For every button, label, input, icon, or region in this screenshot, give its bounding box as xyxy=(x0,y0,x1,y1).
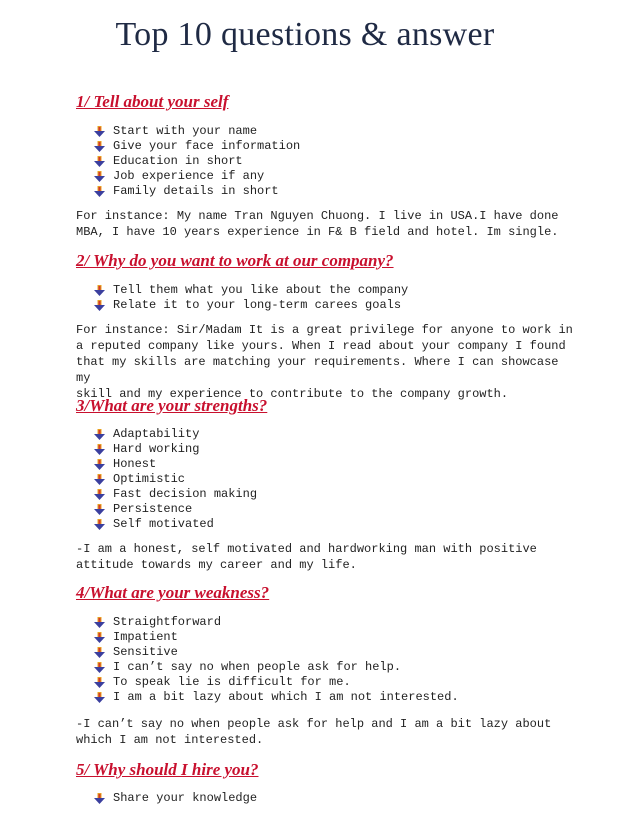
list-item-text: Adaptability xyxy=(113,427,200,441)
list-item-text: Tell them what you like about the company xyxy=(113,283,409,297)
down-arrow-bullet-icon xyxy=(94,632,105,644)
list-item-text: To speak lie is difficult for me. xyxy=(113,675,351,689)
list-item-text: Optimistic xyxy=(113,472,186,486)
down-arrow-bullet-icon xyxy=(94,692,105,704)
list-item xyxy=(94,139,300,154)
down-arrow-bullet-icon xyxy=(94,504,105,516)
list-item-text: Self motivated xyxy=(113,517,214,531)
list-item-text: Impatient xyxy=(113,630,178,644)
down-arrow-bullet-icon xyxy=(94,285,105,297)
list-item xyxy=(94,442,257,457)
bullet-list xyxy=(94,791,257,806)
list-item-text: Relate it to your long-term carees goals xyxy=(113,298,402,312)
list-item xyxy=(94,517,257,532)
section-heading: 2/ Why do you want to work at our company? xyxy=(76,251,394,270)
list-item xyxy=(94,615,459,630)
list-item xyxy=(94,472,257,487)
list-item-text: I can’t say no when people ask for help. xyxy=(113,660,402,674)
list-item xyxy=(94,283,408,298)
list-item-text: Fast decision making xyxy=(113,487,258,501)
list-item-text: Straightforward xyxy=(113,615,222,629)
down-arrow-bullet-icon xyxy=(94,126,105,138)
list-item-text: Start with your name xyxy=(113,124,258,138)
list-item xyxy=(94,502,257,517)
down-arrow-bullet-icon xyxy=(94,459,105,471)
list-item-text: Job experience if any xyxy=(113,169,265,183)
down-arrow-bullet-icon xyxy=(94,647,105,659)
down-arrow-bullet-icon xyxy=(94,171,105,183)
down-arrow-bullet-icon xyxy=(94,489,105,501)
list-item xyxy=(94,169,300,184)
section-heading: 1/ Tell about your self xyxy=(76,92,229,111)
down-arrow-bullet-icon xyxy=(94,156,105,168)
page-title: Top 10 questions & answer xyxy=(115,16,495,53)
list-item-text: Share your knowledge xyxy=(113,791,258,805)
down-arrow-bullet-icon xyxy=(94,677,105,689)
list-item xyxy=(94,427,257,442)
answer-paragraph: For instance: My name Tran Nguyen Chuong. I live in USA.I have done MBA, I have 10 years experience in F& B field and hotel. Im single. xyxy=(76,209,559,239)
down-arrow-bullet-icon xyxy=(94,474,105,486)
list-item-text: Honest xyxy=(113,457,157,471)
list-item xyxy=(94,791,257,806)
down-arrow-bullet-icon xyxy=(94,662,105,674)
list-item xyxy=(94,154,300,169)
list-item xyxy=(94,660,459,675)
answer-paragraph: -I can’t say no when people ask for help and I am a bit lazy about which I am not interested. xyxy=(76,717,552,747)
section-heading: 5/ Why should I hire you? xyxy=(76,760,259,779)
down-arrow-bullet-icon xyxy=(94,793,105,805)
down-arrow-bullet-icon xyxy=(94,519,105,531)
answer-paragraph: For instance: Sir/Madam It is a great privilege for anyone to work in a reputed company like yours. When I read about your company I found that my skills are matching your requirements. Where I can showcase my skill and my experience to contribute to the company growth. xyxy=(76,323,573,401)
list-item-text: Sensitive xyxy=(113,645,178,659)
list-item xyxy=(94,630,459,645)
list-item xyxy=(94,645,459,660)
down-arrow-bullet-icon xyxy=(94,444,105,456)
section-heading: 3/What are your strengths? xyxy=(76,396,268,415)
list-item-text: Hard working xyxy=(113,442,200,456)
answer-paragraph: -I am a honest, self motivated and hardworking man with positive attitude towards my career and my life. xyxy=(76,542,537,572)
down-arrow-bullet-icon xyxy=(94,617,105,629)
list-item-text: Persistence xyxy=(113,502,193,516)
list-item-text: I am a bit lazy about which I am not interested. xyxy=(113,690,459,704)
down-arrow-bullet-icon xyxy=(94,300,105,312)
bullet-list xyxy=(94,124,300,199)
list-item-text: Education in short xyxy=(113,154,243,168)
bullet-list xyxy=(94,283,408,313)
list-item-text: Family details in short xyxy=(113,184,279,198)
bullet-list xyxy=(94,615,459,705)
list-item xyxy=(94,184,300,199)
section-heading: 4/What are your weakness? xyxy=(76,583,270,602)
list-item xyxy=(94,690,459,705)
down-arrow-bullet-icon xyxy=(94,186,105,198)
list-item xyxy=(94,298,408,313)
down-arrow-bullet-icon xyxy=(94,429,105,441)
list-item xyxy=(94,124,300,139)
list-item xyxy=(94,487,257,502)
list-item xyxy=(94,675,459,690)
list-item xyxy=(94,457,257,472)
list-item-text: Give your face information xyxy=(113,139,301,153)
down-arrow-bullet-icon xyxy=(94,141,105,153)
bullet-list xyxy=(94,427,257,532)
